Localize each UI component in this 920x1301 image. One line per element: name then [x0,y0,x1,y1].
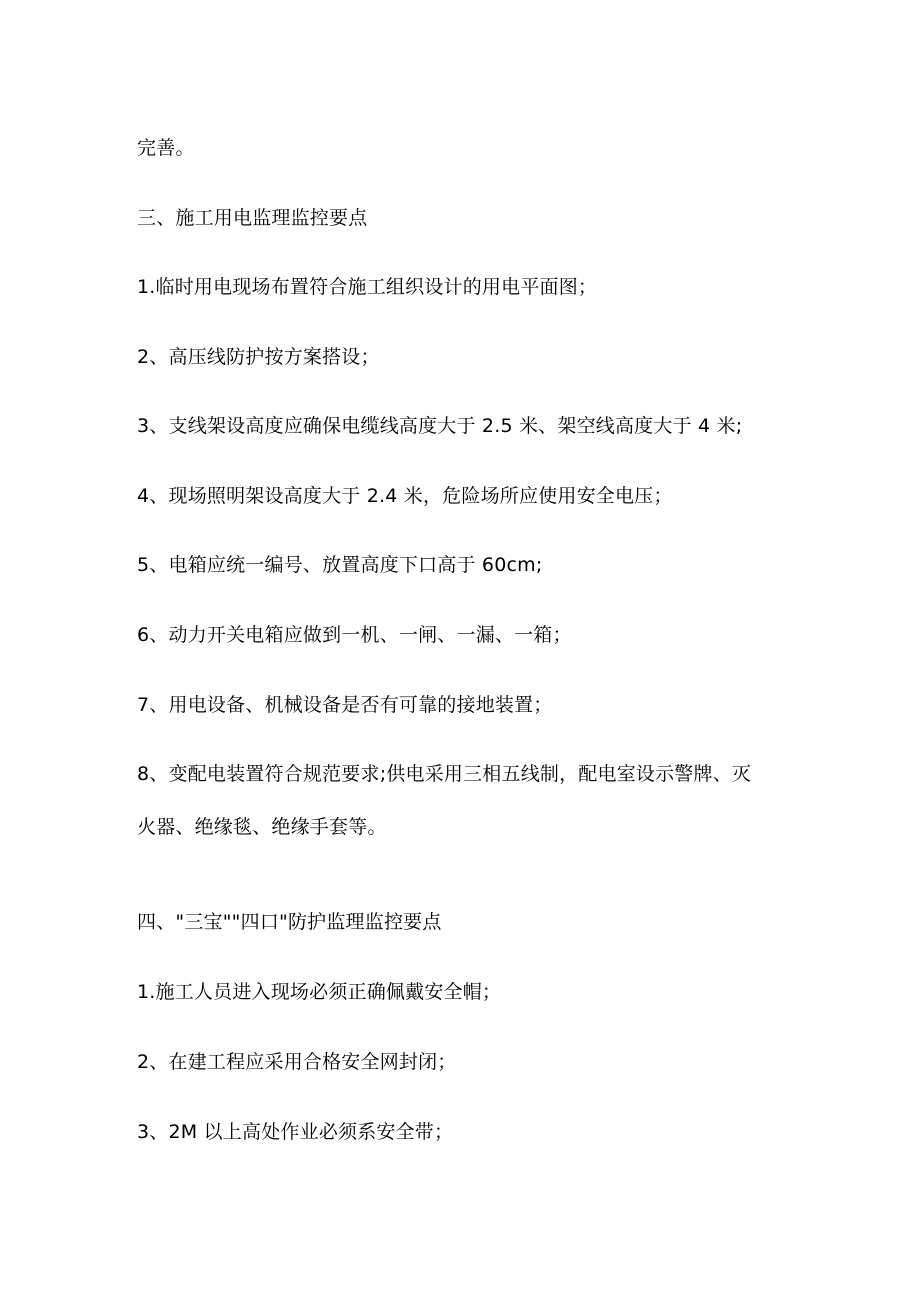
section-heading: 三、施工用电监理监控要点 [137,207,368,229]
section-heading: 四、"三宝""四口"防护监理监控要点 [137,911,442,933]
list-item: 6、动力开关电箱应做到一机、一闸、一漏、一箱； [137,624,572,646]
paragraph-line: 完善。 [137,137,195,159]
list-item: 3、支线架设高度应确保电缆线高度大于 2.5 米、架空线高度大于 4 米; [137,415,743,437]
list-item: 5、电箱应统一编号、放置高度下口高于 60cm; [137,554,543,576]
list-item: 7、用电设备、机械设备是否有可靠的接地装置； [137,694,553,716]
list-item-continuation: 火器、绝缘毯、绝缘手套等。 [137,816,387,838]
list-item: 4、现场照明架设高度大于 2.4 米，危险场所应使用安全电压； [137,485,673,507]
list-item: 8、变配电装置符合规范要求;供电采用三相五线制，配电室设示警牌、灭 [137,763,752,785]
list-item: 1.临时用电现场布置符合施工组织设计的用电平面图； [137,276,598,298]
list-item: 2、在建工程应采用合格安全网封闭； [137,1051,457,1073]
list-item: 3、2M 以上高处作业必须系安全带； [137,1121,454,1143]
list-item: 2、高压线防护按方案搭设； [137,346,380,368]
list-item: 1.施工人员进入现场必须正确佩戴安全帽； [137,981,502,1003]
